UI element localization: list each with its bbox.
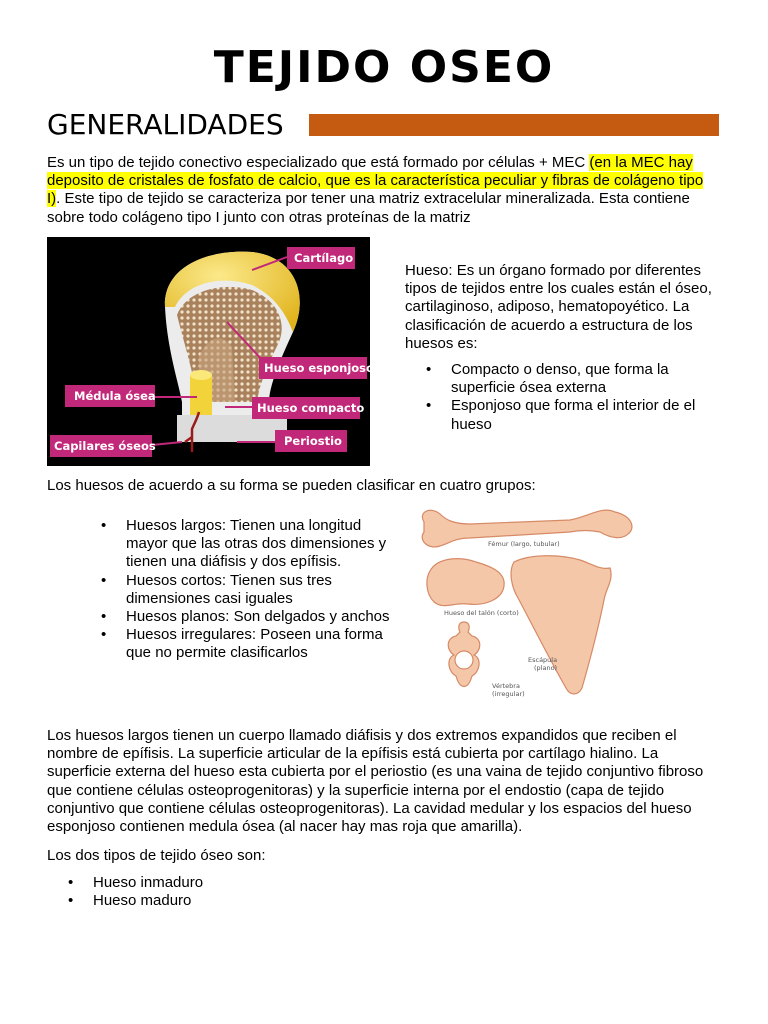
bone-shapes-list bbox=[126, 517, 391, 663]
label-escapula: Escápula bbox=[528, 656, 558, 664]
list-item: • Esponjoso que forma el interior de el hueso bbox=[451, 397, 725, 433]
huesos-largos-paragraph: Los huesos largos tienen un cuerpo llamado diáfisis y dos extremos expandidos que reciben el nombre de epífisis. La superficie articular de la epífisis está cubierta por cartílago hialino. La superficie externa del hueso esta cubierta por el periostio (es una vaina de tejido conjuntivo fibroso que contiene células osteoprogenitoras) y la superficie interna por el endostio (capa de tejido conjuntivo que contiene células osteoprogenitoras). La cavidad medular y los espacios del hueso esponjoso contienen medula ósea (al nacer hay mas roja que amarilla). bbox=[47, 727, 704, 836]
hueso-description bbox=[405, 262, 725, 434]
label-capilares-oseos: Capilares óseos bbox=[54, 439, 156, 453]
intro-paragraph bbox=[47, 154, 719, 227]
label-hueso-esponjoso: Hueso esponjoso bbox=[264, 361, 370, 375]
label-vertebra-tipo: (irregular) bbox=[492, 690, 525, 698]
label-femur: Fémur (largo, tubular) bbox=[488, 540, 560, 548]
label-hueso-compacto: Hueso compacto bbox=[257, 401, 365, 415]
structure-list bbox=[451, 361, 725, 434]
forma-intro: Los huesos de acuerdo a su forma se pueden clasificar en cuatro grupos: bbox=[47, 477, 536, 494]
label-escapula-tipo: (plano) bbox=[534, 664, 558, 672]
intro-highlight: (en la MEC hay deposito de cristales de fosfato de calcio, que es la característica peculiar y fibras de colágeno tipo I) bbox=[47, 154, 704, 208]
label-periostio: Periostio bbox=[284, 434, 342, 448]
label-medula-osea: Médula ósea bbox=[74, 389, 156, 403]
list-item: • Huesos irregulares: Poseen una forma que no permite clasificarlos bbox=[126, 626, 391, 662]
bone-types-figure bbox=[410, 500, 640, 720]
list-item: • Compacto o denso, que forma la superficie ósea externa bbox=[451, 361, 725, 397]
label-talon: Hueso del talón (corto) bbox=[444, 609, 519, 617]
tissue-types-list bbox=[93, 874, 203, 910]
bone-structure-figure bbox=[47, 237, 370, 466]
list-item: • Huesos cortos: Tienen sus tres dimensiones casi iguales bbox=[126, 572, 391, 608]
list-item: • Hueso inmaduro bbox=[93, 874, 203, 892]
label-cartilago: Cartílago bbox=[294, 251, 354, 265]
bone-structure-illustration bbox=[47, 237, 370, 466]
bone-types-illustration bbox=[410, 500, 640, 720]
list-item: • Huesos planos: Son delgados y anchos bbox=[126, 608, 391, 626]
list-item: • Hueso maduro bbox=[93, 892, 203, 910]
section-heading-row bbox=[47, 108, 719, 142]
tipos-intro: Los dos tipos de tejido óseo son: bbox=[47, 847, 266, 864]
hueso-text: Hueso: Es un órgano formado por diferentes tipos de tejidos entre los cuales están el óseo, cartilaginoso, adiposo, hematopoyético. La clasificación de acuerdo a estructura de los huesos es: bbox=[405, 262, 712, 352]
section-heading: GENERALIDADES bbox=[47, 108, 284, 141]
list-item: • Huesos largos: Tienen una longitud mayor que las otras dos dimensiones y tienen una diáfisis y dos epífisis. bbox=[126, 517, 391, 572]
intro-text-2: . Este tipo de tejido se caracteriza por tener una matriz extracelular mineralizada. Esta contiene sobre todo colágeno tipo I junto con otras proteínas de la matriz bbox=[47, 190, 690, 226]
heading-accent-bar bbox=[309, 114, 719, 136]
intro-text-1: Es un tipo de tejido conectivo especializado que está formado por células + MEC bbox=[47, 154, 590, 171]
document-title: TEJIDO OSEO bbox=[213, 42, 555, 93]
label-vertebra: Vértebra bbox=[492, 682, 520, 690]
